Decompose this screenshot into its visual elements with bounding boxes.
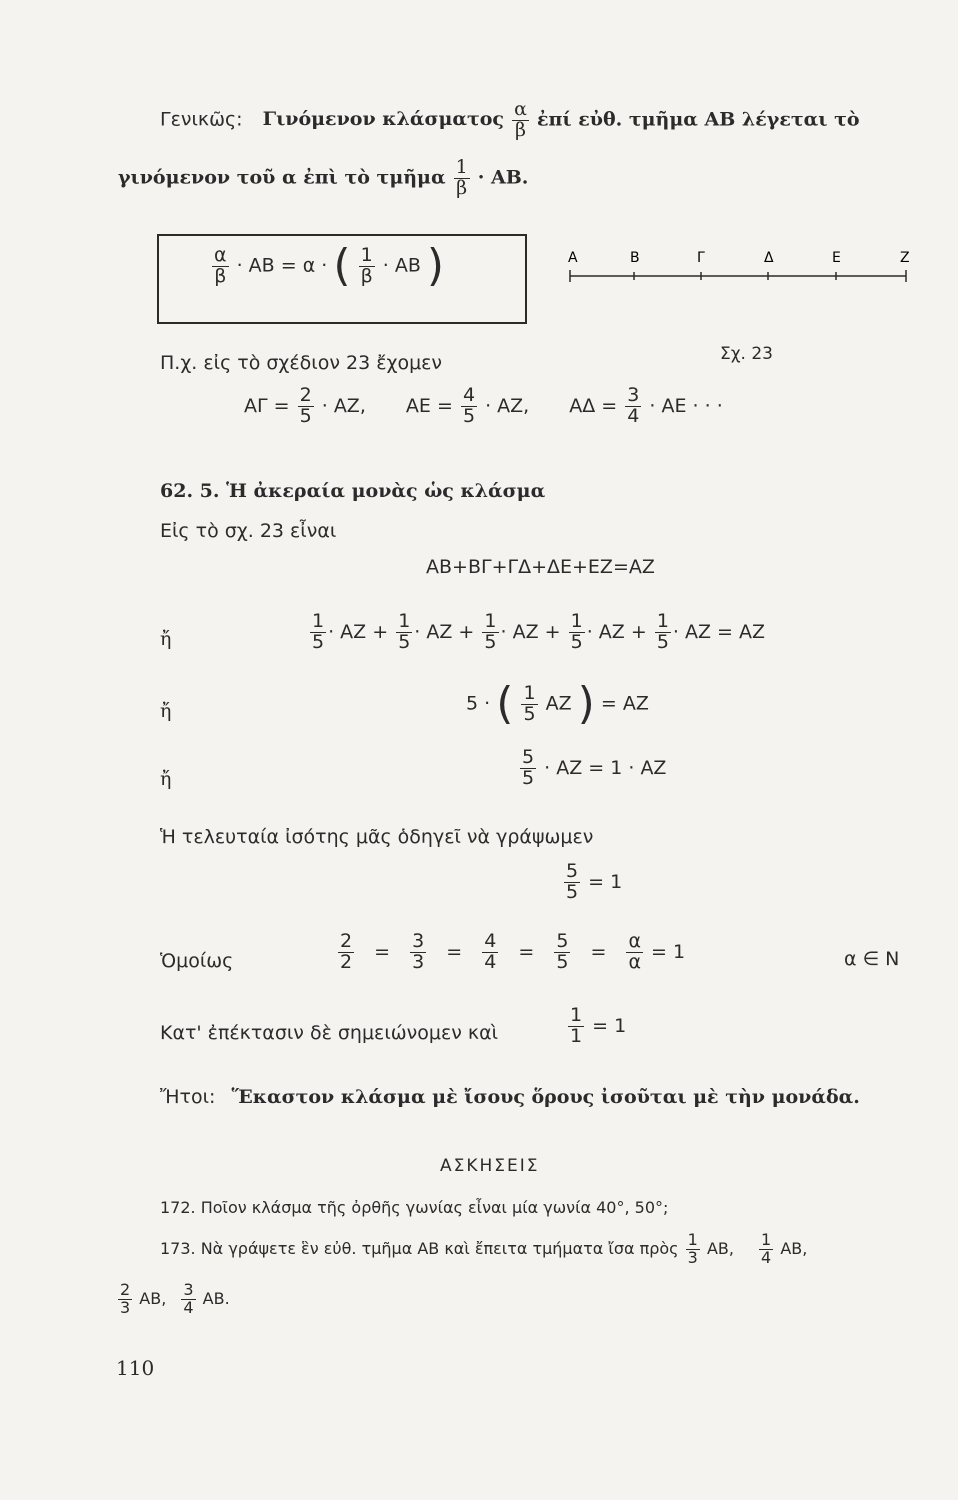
five-times-equation bbox=[466, 678, 649, 729]
eq1-fraction: $\frac{2}{5}$ bbox=[299, 384, 312, 427]
fifth-2: $\frac{1}{5}$ bbox=[398, 610, 411, 653]
eq-sign-2: = bbox=[446, 940, 463, 963]
frac-1-4: $\frac{1}{4}$ bbox=[761, 1230, 772, 1267]
point-label-d: Δ bbox=[764, 250, 774, 266]
exercises-title: ΑΣΚΗΣΕΙΣ bbox=[440, 1156, 540, 1176]
five-fifths-equation bbox=[518, 748, 666, 789]
eq3-tail: · ΑΕ · · · bbox=[649, 394, 723, 417]
extension-text: Κατ' ἐπέκτασιν δὲ σημειώνομεν καὶ bbox=[160, 1022, 499, 1044]
term-1: · ΑΖ + bbox=[328, 620, 389, 643]
sum-equation: ΑΒ+ΒΓ+ΓΔ+ΔΕ+ΕΖ=ΑΖ bbox=[426, 556, 655, 578]
fifth-inner: $\frac{1}{5}$ bbox=[523, 681, 536, 725]
eq-az: = ΑΖ bbox=[600, 692, 649, 715]
fifth-3: $\frac{1}{5}$ bbox=[484, 610, 497, 653]
or-label-3: ἤ bbox=[160, 768, 172, 790]
box-fraction-left: $\frac{\alpha}{\beta}$ bbox=[214, 243, 227, 287]
one-over-one bbox=[566, 1006, 626, 1047]
eq-end: = 1 bbox=[651, 940, 686, 963]
rule-label: Ἤτοι: bbox=[160, 1086, 216, 1108]
intro-label: Γενικῶς: bbox=[160, 108, 243, 131]
exercise-173-cont bbox=[116, 1282, 230, 1317]
eq-sign-4: = bbox=[590, 940, 607, 963]
section-heading: 62. 5. Ἡ ἀκεραία μονὰς ὡς κλάσμα bbox=[160, 480, 546, 502]
intro-line-1 bbox=[160, 100, 860, 141]
term-2: · ΑΖ + bbox=[414, 620, 475, 643]
point-label-b: Β bbox=[630, 250, 640, 266]
exercise-172: 172. Ποῖον κλάσμα τῆς ὀρθῆς γωνίας εἶναι μία γωνία 40°, 50°; bbox=[160, 1198, 669, 1217]
frac-2-2: $\frac{2}{2}$ bbox=[340, 930, 353, 973]
paren-close-2: ) bbox=[577, 678, 595, 729]
intro-text-b: ἐπί εὐθ. τμῆμα ΑΒ λέγεται τὸ bbox=[536, 108, 860, 131]
ab-comma-3: ΑΒ, bbox=[139, 1288, 167, 1308]
paren-open-2: ( bbox=[496, 678, 514, 729]
frac-3-4: $\frac{3}{4}$ bbox=[183, 1280, 194, 1317]
frac-1-1: $\frac{1}{1}$ bbox=[570, 1004, 583, 1047]
eq3-lhs: ΑΔ = bbox=[569, 394, 618, 417]
eq-sign-3: = bbox=[518, 940, 535, 963]
point-label-c: Γ bbox=[697, 250, 705, 266]
figure-caption: Σχ. 23 bbox=[720, 344, 774, 364]
rule-text: Ἕκαστον κλάσμα μὲ ἴσους ὅρους ἰσοῦται μὲ τὴν μονάδα. bbox=[231, 1086, 860, 1108]
inner-az: ΑΖ bbox=[545, 692, 572, 715]
term-last: · ΑΖ = ΑΖ bbox=[672, 620, 766, 643]
intro-text-a: Γινόμενον κλάσματος bbox=[262, 108, 505, 131]
box-fraction-inner: $\frac{1}{\beta}$ bbox=[360, 243, 373, 287]
point-label-a: Α bbox=[568, 250, 578, 266]
equal-terms-chain bbox=[336, 932, 685, 973]
frac-4-4: $\frac{4}{4}$ bbox=[484, 930, 497, 973]
five-fifths-one bbox=[562, 862, 622, 903]
segment-diagram bbox=[560, 240, 920, 290]
conclusion-text: Ἡ τελευταία ἰσότης μᾶς ὁδηγεῖ νὰ γράψωμεν bbox=[160, 826, 594, 848]
point-label-z: Ζ bbox=[900, 250, 910, 266]
eq-one: = 1 bbox=[588, 870, 623, 893]
paren-open: ( bbox=[333, 240, 351, 291]
eq2-lhs: ΑΕ = bbox=[405, 394, 453, 417]
eq-end-2: = 1 bbox=[592, 1014, 627, 1037]
eq-sign-1: = bbox=[374, 940, 391, 963]
eq1-tail: · ΑΖ, bbox=[321, 394, 366, 417]
eq2-tail: · ΑΖ, bbox=[485, 394, 530, 417]
fifth-5: $\frac{1}{5}$ bbox=[656, 610, 669, 653]
example-intro: Π.χ. εἰς τὸ σχέδιον 23 ἔχομεν bbox=[160, 352, 443, 374]
frac-3-3: $\frac{3}{3}$ bbox=[412, 930, 425, 973]
frac-2-3: $\frac{2}{3}$ bbox=[120, 1280, 131, 1317]
intro-text-d: · ΑΒ. bbox=[477, 166, 529, 189]
fifth-1: $\frac{1}{5}$ bbox=[312, 610, 325, 653]
or-label-1: ἤ bbox=[160, 628, 172, 650]
fraction-alpha-beta: $\frac{\alpha}{\beta}$ bbox=[514, 98, 527, 141]
point-label-e: Ε bbox=[832, 250, 841, 266]
example-equations bbox=[244, 386, 723, 427]
box-mid: · ΑΒ = α · bbox=[236, 254, 328, 277]
term-4: · ΑΖ + bbox=[586, 620, 647, 643]
eq2-fraction: $\frac{4}{5}$ bbox=[462, 384, 476, 427]
section-intro: Εἰς τὸ σχ. 23 εἶναι bbox=[160, 520, 337, 542]
term-3: · ΑΖ + bbox=[500, 620, 561, 643]
fifth-4: $\frac{1}{5}$ bbox=[570, 610, 583, 653]
intro-line-2 bbox=[118, 158, 528, 199]
eq3-fraction: $\frac{3}{4}$ bbox=[627, 384, 640, 427]
frac-1-3: $\frac{1}{3}$ bbox=[687, 1230, 698, 1267]
condition: α ∈ Ν bbox=[844, 948, 900, 970]
five-dot: 5 · bbox=[466, 692, 491, 715]
frac-5-5: $\frac{5}{5}$ bbox=[556, 930, 569, 973]
five-fifths: $\frac{5}{5}$ bbox=[522, 746, 535, 789]
or-label-2: ἤ bbox=[160, 700, 172, 722]
eq1-lhs: ΑΓ = bbox=[244, 394, 290, 417]
fraction-one-beta: $\frac{1}{\beta}$ bbox=[455, 156, 468, 199]
frac-a-a: $\frac{\alpha}{\alpha}$ bbox=[628, 930, 641, 973]
ab-comma-1: ΑΒ, bbox=[706, 1238, 734, 1258]
intro-text-c: γινόμενον τοῦ α ἐπὶ τὸ τμῆμα bbox=[118, 166, 446, 189]
ex173-text: 173. Νὰ γράψετε ἓν εὐθ. τμῆμα ΑΒ καὶ ἔπειτα τμήματα ἴσα πρὸς bbox=[160, 1238, 679, 1258]
rule-line bbox=[160, 1086, 860, 1108]
box-formula bbox=[210, 240, 445, 291]
exercise-173 bbox=[160, 1232, 807, 1267]
box-inner-tail: · ΑΒ bbox=[382, 254, 421, 277]
paren-close: ) bbox=[426, 240, 445, 291]
tail-3: · ΑΖ = 1 · ΑΖ bbox=[544, 756, 667, 779]
ab-comma-2: ΑΒ, bbox=[780, 1238, 808, 1258]
ab-end: ΑΒ. bbox=[202, 1288, 230, 1308]
similarly-label: Ὁμοίως bbox=[160, 950, 234, 972]
page-number: 110 bbox=[116, 1356, 155, 1380]
fifths-equation bbox=[308, 612, 765, 653]
five-fifths-b: $\frac{5}{5}$ bbox=[566, 860, 579, 903]
